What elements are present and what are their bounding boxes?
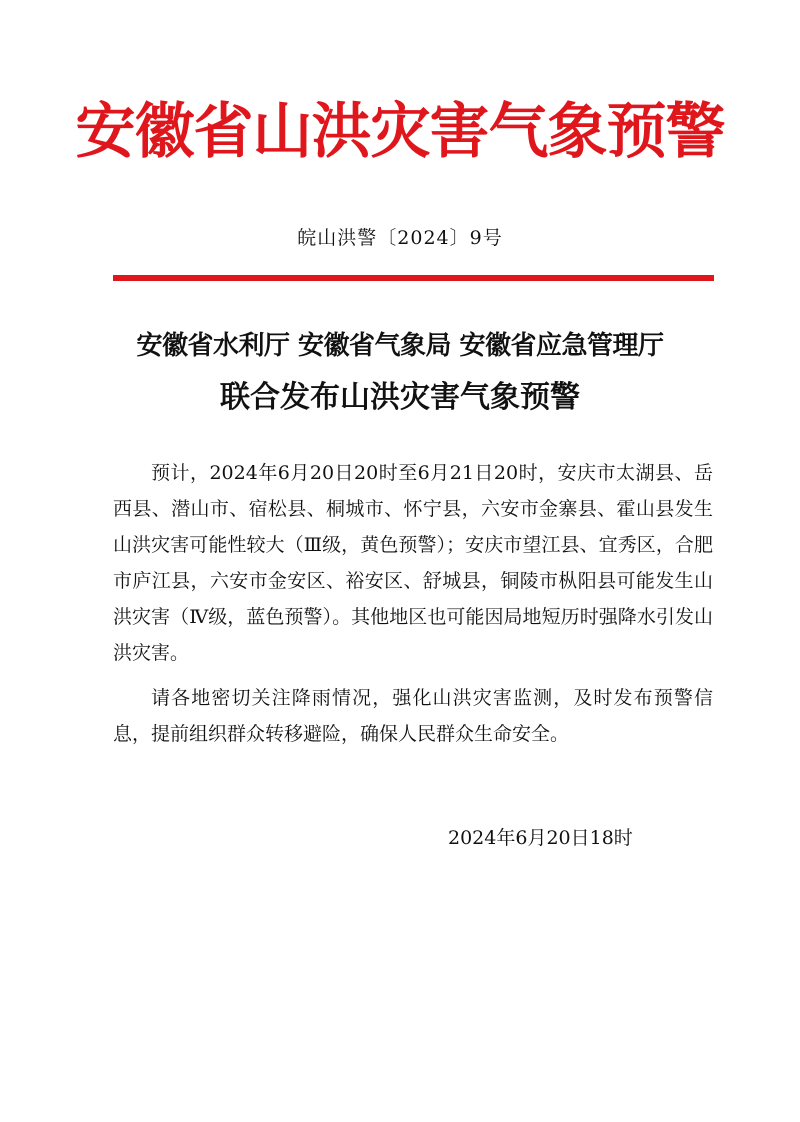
document-number: 皖山洪警〔2024〕9号: [297, 227, 503, 249]
red-divider-line: [113, 275, 714, 281]
body-paragraph-forecast: 预计，2024年6月20日20时至6月21日20时，安庆市太湖县、岳西县、潜山市、宿松县、桐城市、怀宁县，六安市金寨县、霍山县发生山洪灾害可能性较大（Ⅲ级，黄色预警）；安庆市望江县、宜秀区，合肥市庐江县，六安市金安区、裕安区、舒城县，铜陵市枞阳县可能发生山洪灾害（Ⅳ级，蓝色预警）。其他地区也可能因局地短历时强降水引发山洪灾害。: [113, 462, 713, 664]
issue-datetime: 2024年6月20日18时: [448, 827, 633, 849]
document-headline: 联合发布山洪灾害气象预警: [220, 380, 580, 415]
document-body: [113, 455, 713, 752]
masthead-title: 安徽省山洪灾害气象预警: [75, 97, 725, 167]
issuing-agencies: 安徽省水利厅 安徽省气象局 安徽省应急管理厅: [136, 331, 664, 361]
body-paragraph-instructions: 请各地密切关注降雨情况，强化山洪灾害监测，及时发布预警信息，提前组织群众转移避险，确保人民群众生命安全。: [113, 687, 713, 745]
